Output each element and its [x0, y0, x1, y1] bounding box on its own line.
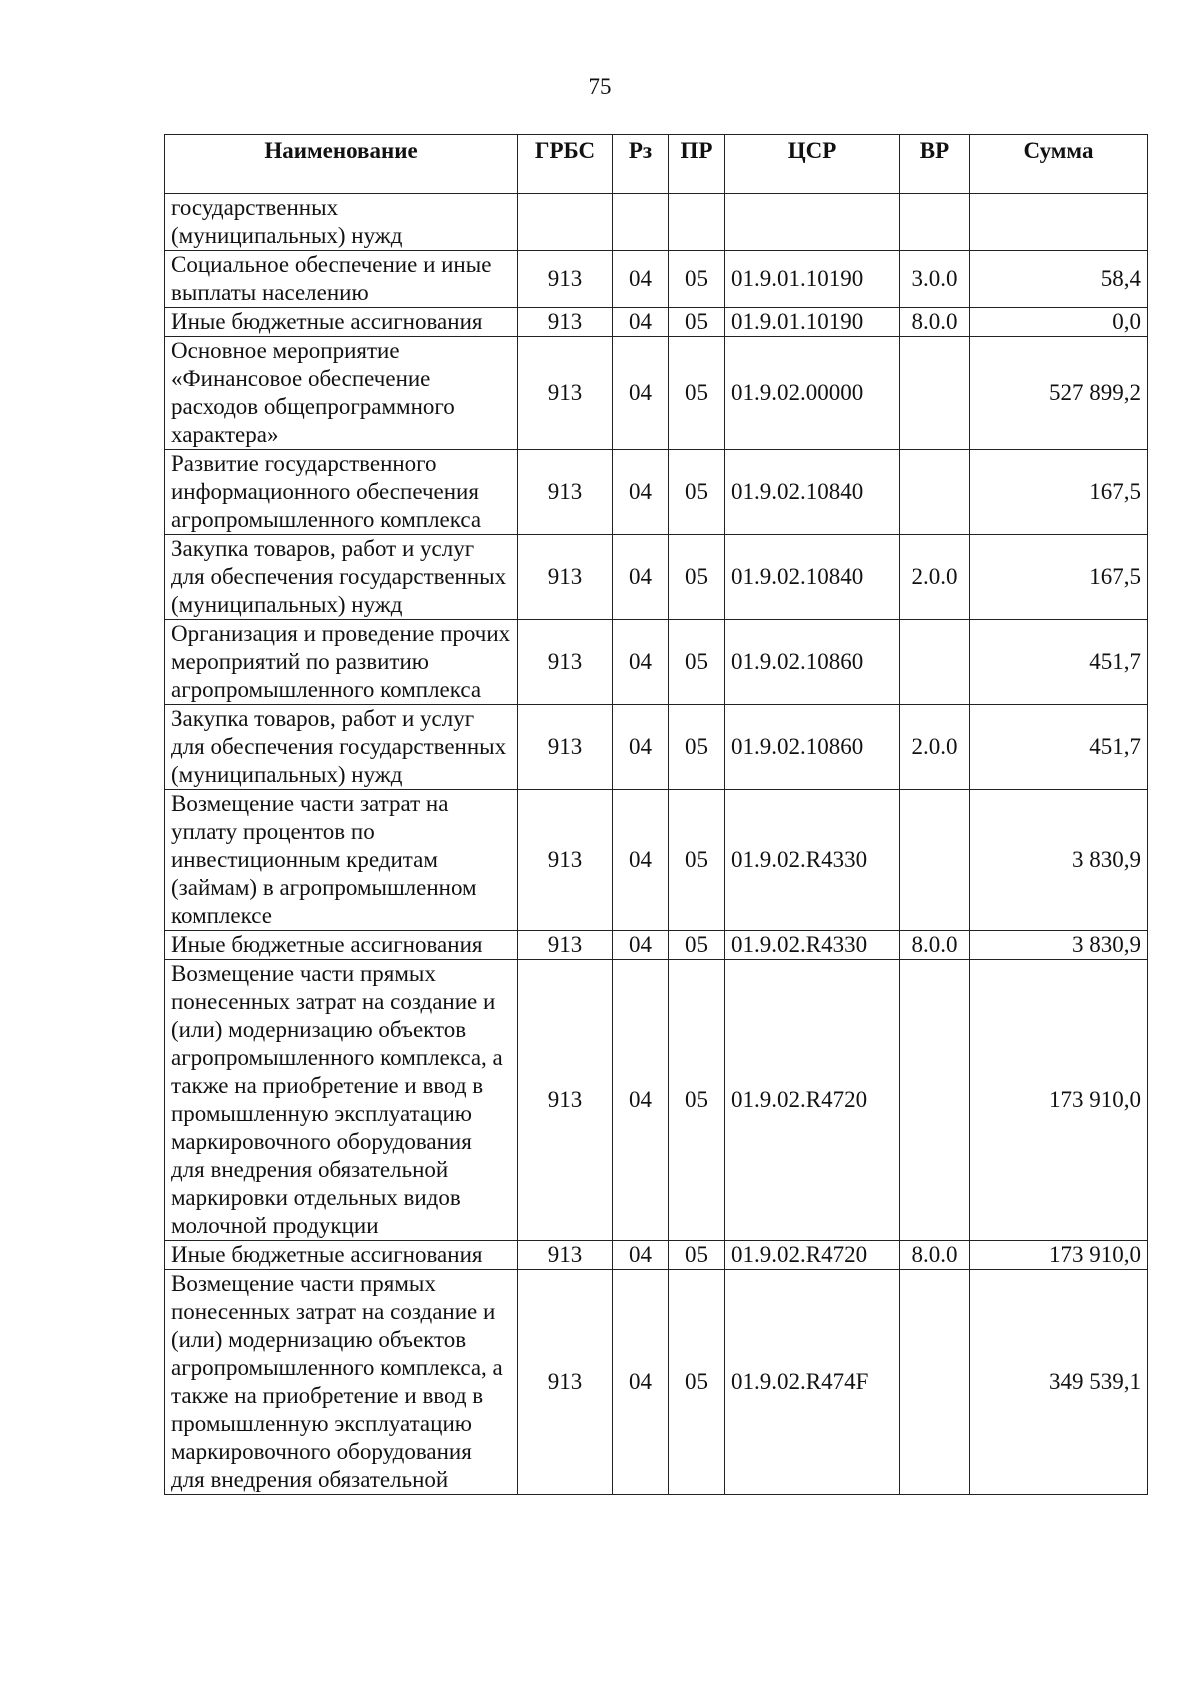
header-pr: ПР: [669, 135, 725, 194]
header-vr: ВР: [900, 135, 970, 194]
table-row: [165, 1270, 1148, 1495]
cell-sum: 3 830,9: [970, 790, 1148, 931]
cell-rz: 04: [613, 308, 669, 337]
cell-name: Возмещение части прямых понесенных затрат на создание и (или) модернизацию объектов агропромышленного комплекса, а также на приобретение и ввод в промышленную эксплуатацию маркировочного оборудования для внедрения обязательной маркировки отдельных видов молочной продукции: [165, 960, 518, 1241]
cell-vr: 3.0.0: [900, 251, 970, 308]
cell-grbs: 913: [518, 931, 613, 960]
header-rz: Рз: [613, 135, 669, 194]
cell-vr: 8.0.0: [900, 308, 970, 337]
cell-name: Иные бюджетные ассигнования: [165, 308, 518, 337]
cell-csr: 01.9.02.10860: [725, 620, 900, 705]
cell-csr: 01.9.02.R4330: [725, 790, 900, 931]
cell-grbs: 913: [518, 251, 613, 308]
cell-sum: 3 830,9: [970, 931, 1148, 960]
cell-sum: 349 539,1: [970, 1270, 1148, 1495]
cell-vr: [900, 790, 970, 931]
cell-rz: 04: [613, 535, 669, 620]
cell-pr: 05: [669, 450, 725, 535]
cell-vr: [900, 450, 970, 535]
cell-pr: 05: [669, 308, 725, 337]
cell-rz: 04: [613, 1270, 669, 1495]
cell-sum: 167,5: [970, 450, 1148, 535]
cell-csr: 01.9.01.10190: [725, 251, 900, 308]
cell-csr: 01.9.02.00000: [725, 337, 900, 450]
cell-pr: 05: [669, 1241, 725, 1270]
header-name: Наименование: [165, 135, 518, 194]
header-grbs: ГРБС: [518, 135, 613, 194]
table-row: [165, 337, 1148, 450]
table-row: [165, 194, 1148, 251]
cell-sum: [970, 194, 1148, 251]
cell-sum: 167,5: [970, 535, 1148, 620]
cell-pr: 05: [669, 790, 725, 931]
cell-rz: 04: [613, 251, 669, 308]
table-row: [165, 960, 1148, 1241]
cell-vr: [900, 337, 970, 450]
header-csr: ЦСР: [725, 135, 900, 194]
cell-csr: 01.9.01.10190: [725, 308, 900, 337]
cell-csr: 01.9.02.R4720: [725, 960, 900, 1241]
cell-csr: 01.9.02.10860: [725, 705, 900, 790]
cell-name: Возмещение части прямых понесенных затрат на создание и (или) модернизацию объектов агропромышленного комплекса, а также на приобретение и ввод в промышленную эксплуатацию маркировочного оборудования для внедрения обязательной: [165, 1270, 518, 1495]
cell-name: Закупка товаров, работ и услуг для обеспечения государственных (муниципальных) нужд: [165, 705, 518, 790]
cell-sum: 58,4: [970, 251, 1148, 308]
cell-rz: 04: [613, 790, 669, 931]
cell-grbs: [518, 194, 613, 251]
cell-sum: 451,7: [970, 620, 1148, 705]
cell-name: государственных (муниципальных) нужд: [165, 194, 518, 251]
cell-grbs: 913: [518, 308, 613, 337]
cell-csr: 01.9.02.R474F: [725, 1270, 900, 1495]
cell-vr: [900, 620, 970, 705]
page-number: 75: [588, 74, 612, 99]
cell-vr: 8.0.0: [900, 1241, 970, 1270]
cell-grbs: 913: [518, 790, 613, 931]
cell-csr: [725, 194, 900, 251]
cell-sum: 173 910,0: [970, 960, 1148, 1241]
cell-pr: 05: [669, 337, 725, 450]
cell-csr: 01.9.02.R4720: [725, 1241, 900, 1270]
cell-grbs: 913: [518, 1241, 613, 1270]
cell-rz: 04: [613, 931, 669, 960]
cell-vr: 2.0.0: [900, 705, 970, 790]
cell-pr: 05: [669, 705, 725, 790]
cell-name: Закупка товаров, работ и услуг для обеспечения государственных (муниципальных) нужд: [165, 535, 518, 620]
cell-grbs: 913: [518, 337, 613, 450]
cell-pr: 05: [669, 620, 725, 705]
cell-pr: 05: [669, 535, 725, 620]
cell-sum: 451,7: [970, 705, 1148, 790]
cell-name: Организация и проведение прочих мероприятий по развитию агропромышленного комплекса: [165, 620, 518, 705]
cell-pr: 05: [669, 1270, 725, 1495]
cell-name: Основное мероприятие «Финансовое обеспечение расходов общепрограммного характера»: [165, 337, 518, 450]
cell-rz: 04: [613, 1241, 669, 1270]
cell-grbs: 913: [518, 450, 613, 535]
cell-name: Возмещение части затрат на уплату процентов по инвестиционным кредитам (займам) в агропромышленном комплексе: [165, 790, 518, 931]
cell-vr: 2.0.0: [900, 535, 970, 620]
cell-rz: 04: [613, 337, 669, 450]
cell-pr: 05: [669, 251, 725, 308]
cell-grbs: 913: [518, 705, 613, 790]
table-row: [165, 535, 1148, 620]
table-header-row: [165, 135, 1148, 194]
cell-rz: 04: [613, 450, 669, 535]
cell-grbs: 913: [518, 960, 613, 1241]
cell-sum: 173 910,0: [970, 1241, 1148, 1270]
cell-name: Социальное обеспечение и иные выплаты населению: [165, 251, 518, 308]
table-row: [165, 251, 1148, 308]
cell-pr: 05: [669, 931, 725, 960]
table-row: [165, 450, 1148, 535]
cell-csr: 01.9.02.10840: [725, 450, 900, 535]
cell-sum: 0,0: [970, 308, 1148, 337]
cell-grbs: 913: [518, 620, 613, 705]
cell-name: Иные бюджетные ассигнования: [165, 1241, 518, 1270]
cell-name: Развитие государственного информационного обеспечения агропромышленного комплекса: [165, 450, 518, 535]
cell-csr: 01.9.02.10840: [725, 535, 900, 620]
cell-vr: 8.0.0: [900, 931, 970, 960]
cell-rz: 04: [613, 960, 669, 1241]
table-row: [165, 931, 1148, 960]
cell-name: Иные бюджетные ассигнования: [165, 931, 518, 960]
cell-vr: [900, 194, 970, 251]
header-sum: Сумма: [970, 135, 1148, 194]
cell-vr: [900, 1270, 970, 1495]
cell-sum: 527 899,2: [970, 337, 1148, 450]
cell-vr: [900, 960, 970, 1241]
table-row: [165, 790, 1148, 931]
table-row: [165, 308, 1148, 337]
cell-pr: [669, 194, 725, 251]
cell-rz: 04: [613, 705, 669, 790]
cell-pr: 05: [669, 960, 725, 1241]
table-row: [165, 1241, 1148, 1270]
cell-csr: 01.9.02.R4330: [725, 931, 900, 960]
cell-grbs: 913: [518, 1270, 613, 1495]
table-row: [165, 705, 1148, 790]
cell-rz: [613, 194, 669, 251]
cell-grbs: 913: [518, 535, 613, 620]
budget-table: [164, 134, 1148, 1495]
table-row: [165, 620, 1148, 705]
cell-rz: 04: [613, 620, 669, 705]
